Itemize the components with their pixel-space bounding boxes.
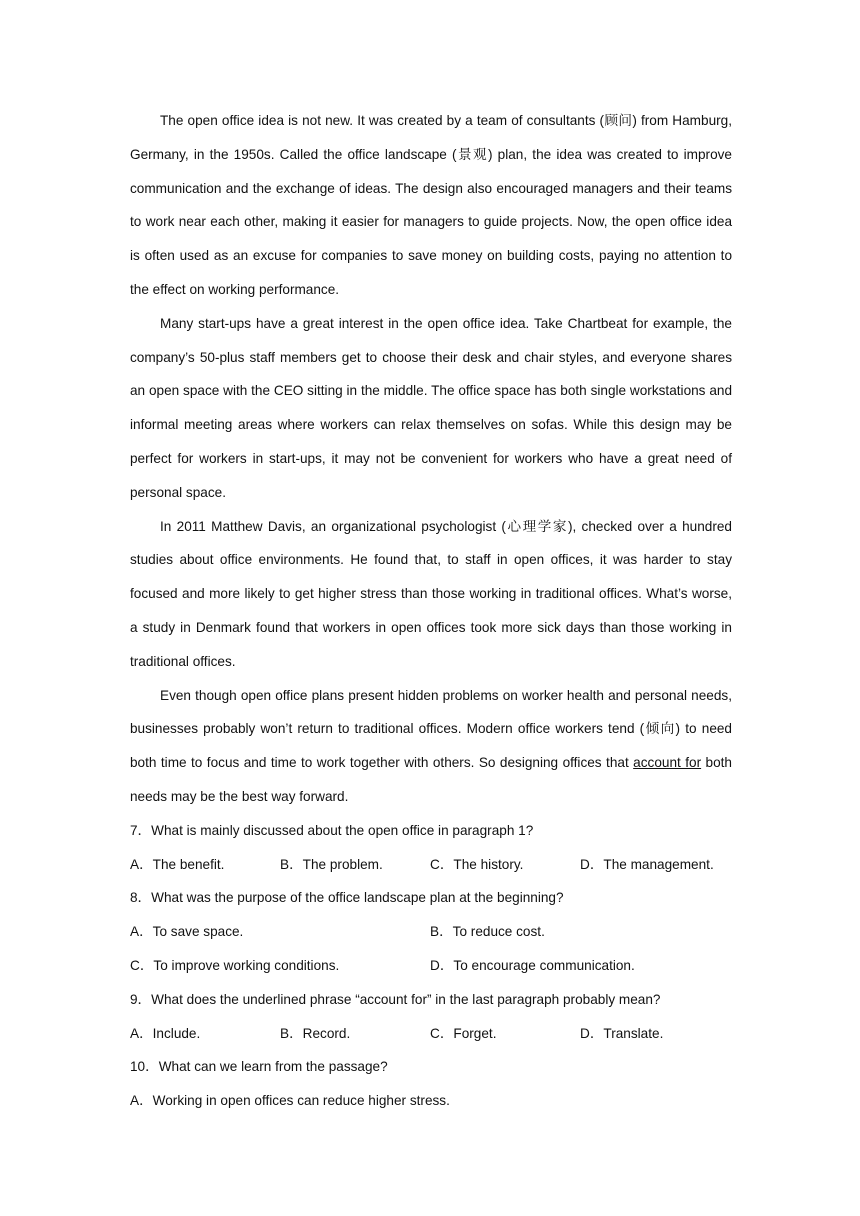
question-stem: 7．What is mainly discussed about the open office in paragraph 1?: [130, 822, 534, 838]
option-b: B．Record.: [280, 1025, 351, 1041]
option-list: [130, 848, 732, 882]
option-d: D．The management.: [580, 856, 714, 872]
passage-paragraph-2: Many start-ups have a great interest in the open office idea. Take Chartbeat for example, the company’s 50-plus staff members get to choose their desk and chair styles, and everyone shares an open space with the CEO sitting in the middle. The office space has both single workstations and informal meeting areas where workers can relax themselves on sofas. While this design may be perfect for workers in start-ups, it may not be convenient for workers who have a great need of personal space.: [130, 315, 732, 500]
option-a: A．Working in open offices can reduce higher stress.: [130, 1093, 450, 1109]
document-page: [130, 104, 732, 1118]
passage-paragraph-4: [130, 679, 732, 814]
passage-paragraph-1: The open office idea is not new. It was created by a team of consultants (顾问) from Hamburg, Germany, in the 1950s. Called the office landscape (景观) plan, the idea was created to improve communication and the exchange of ideas. The design also encouraged managers and their teams to work near each other, making it easier for managers to guide projects. Now, the open office idea is often used as an excuse for companies to save money on building costs, paying no attention to the effect on working performance.: [130, 113, 732, 297]
option-a: A．To save space.: [130, 924, 244, 940]
question-8: [130, 881, 732, 982]
question-stem: 8．What was the purpose of the office landscape plan at the beginning?: [130, 890, 564, 906]
option-c: C．To improve working conditions.: [130, 957, 340, 973]
option-a: A．The benefit.: [130, 856, 225, 872]
question-9: [130, 983, 732, 1051]
option-c: C．Forget.: [430, 1025, 497, 1041]
option-d: D．Translate.: [580, 1025, 664, 1041]
option-list: [130, 915, 732, 949]
question-7: [130, 814, 732, 882]
option-d: D．To encourage communication.: [430, 957, 635, 973]
option-b: B．To reduce cost.: [430, 924, 545, 940]
question-stem: 10．What can we learn from the passage?: [130, 1059, 388, 1075]
paragraph-4-text-start: Even though open office plans present hidden problems on worker health and personal needs, businesses probably won’t return to traditional offices. Modern office workers tend (倾向) to need both time to focus and time to work together with others. So designing offices that: [130, 687, 732, 771]
question-stem: 9．What does the underlined phrase “account for” in the last paragraph probably mean?: [130, 991, 661, 1007]
passage-paragraph-3: In 2011 Matthew Davis, an organizational psychologist (心理学家), checked over a hundred studies about office environments. He found that, to staff in open offices, it was harder to stay focused and more likely to get higher stress than those working in traditional offices. What’s worse, a study in Denmark found that workers in open offices took more sick days than those working in traditional offices.: [130, 518, 732, 669]
option-c: C．The history.: [430, 856, 524, 872]
option-list: [130, 1084, 732, 1118]
option-list: [130, 1017, 732, 1051]
option-b: B．The problem.: [280, 856, 383, 872]
option-a: A．Include.: [130, 1025, 201, 1041]
underlined-phrase: account for: [633, 755, 702, 771]
option-list: [130, 949, 732, 983]
paragraph-4-text-end: both needs may be the best way forward.: [130, 755, 732, 804]
question-10: [130, 1050, 732, 1118]
